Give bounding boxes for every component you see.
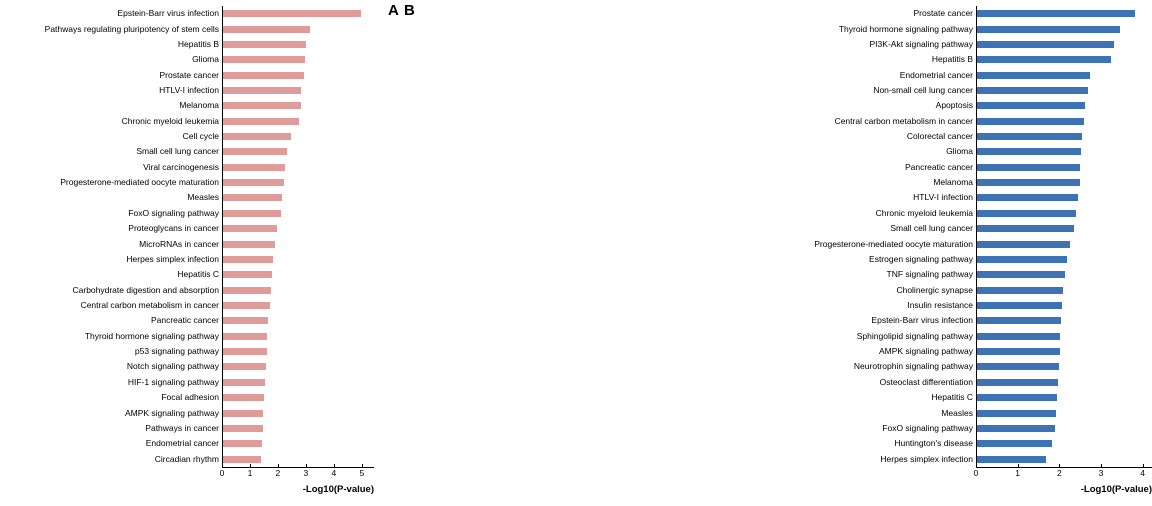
bar-category-label: Endometrial cancer	[145, 438, 219, 449]
bar	[977, 225, 1074, 232]
panel-a-plot-area	[44, 6, 374, 468]
bar	[977, 271, 1065, 278]
bar	[223, 102, 301, 109]
bar	[223, 333, 267, 340]
panel-b-bars	[814, 6, 1152, 467]
bar-category-label: Prostate cancer	[159, 69, 219, 80]
bar-category-label: HIF-1 signaling pathway	[127, 376, 219, 387]
bar-category-label: Hepatitis C	[177, 269, 219, 280]
bar-row	[869, 252, 1152, 267]
x-tick-label: 0	[973, 468, 979, 478]
x-tick-label: 3	[303, 468, 309, 478]
x-tick-label: 3	[1098, 468, 1104, 478]
bar-row	[124, 405, 374, 420]
bar-row	[134, 344, 374, 359]
bar	[977, 256, 1067, 263]
bar-category-label: Non-small cell lung cancer	[873, 84, 973, 95]
bar-category-label: Prostate cancer	[913, 8, 973, 19]
bar-row	[145, 436, 374, 451]
bar-row	[913, 190, 1152, 205]
panel-b-x-axis-label: -Log10(P-value)	[1080, 484, 1152, 495]
bar-category-label: Progesterone-mediated oocyte maturation	[60, 177, 219, 188]
bar-row	[875, 206, 1152, 221]
bar-category-label: Endometrial cancer	[899, 69, 973, 80]
bar	[977, 72, 1090, 79]
bar-row	[145, 421, 374, 436]
panel-b-letter: B	[404, 2, 415, 19]
bar-category-label: Small cell lung cancer	[890, 223, 973, 234]
bar-category-label: Circadian rhythm	[154, 453, 219, 464]
bar-category-label: Hepatitis B	[177, 38, 219, 49]
bar-row	[871, 313, 1152, 328]
bar-category-label: Proteoglycans in cancer	[128, 223, 219, 234]
bar	[223, 210, 281, 217]
bar-category-label: Pathways regulating pluripotency of stem cells	[44, 23, 219, 34]
bar-row	[127, 375, 374, 390]
bar	[977, 440, 1052, 447]
x-tick-label: 1	[247, 468, 253, 478]
bar-category-label: Herpes simplex infection	[126, 253, 219, 264]
bar	[977, 410, 1056, 417]
bar	[977, 164, 1080, 171]
bar-category-label: HTLV-I infection	[913, 192, 973, 203]
bar-category-label: Sphingolipid signaling pathway	[856, 330, 973, 341]
bar-category-label: Thyroid hormone signaling pathway	[84, 330, 219, 341]
bar	[977, 133, 1082, 140]
bar-row	[117, 6, 374, 21]
bar-row	[896, 282, 1152, 297]
bar-row	[84, 329, 374, 344]
bar-category-label: Colorectal cancer	[906, 131, 973, 142]
bar-row	[136, 144, 374, 159]
bar-category-label: Notch signaling pathway	[126, 361, 219, 372]
bar-row	[906, 129, 1152, 144]
bar-row	[931, 390, 1152, 405]
bar	[223, 410, 263, 417]
bar	[977, 194, 1078, 201]
bar-row	[187, 190, 374, 205]
bar-category-label: TNF signaling pathway	[886, 269, 973, 280]
bar-category-label: Cell cycle	[182, 131, 219, 142]
bar-row	[150, 313, 374, 328]
bar	[977, 56, 1111, 63]
bar-category-label: Cholinergic synapse	[896, 284, 973, 295]
bar-category-label: FoxO signaling pathway	[882, 422, 973, 433]
x-tick-label: 4	[1140, 468, 1146, 478]
bar	[977, 148, 1081, 155]
bar-row	[814, 236, 1152, 251]
bar-row	[890, 221, 1152, 236]
bar-row	[894, 436, 1152, 451]
bar	[977, 87, 1088, 94]
bar	[223, 363, 266, 370]
bar-category-label: Pancreatic cancer	[150, 315, 219, 326]
bar-category-label: AMPK signaling pathway	[878, 346, 973, 357]
bar-category-label: Melanoma	[179, 100, 219, 111]
bar	[223, 287, 271, 294]
bar	[977, 302, 1062, 309]
bar-row	[899, 67, 1152, 82]
x-tick-label: 1	[1015, 468, 1021, 478]
bar-category-label: MicroRNAs in cancer	[139, 238, 219, 249]
bar-row	[880, 451, 1152, 466]
bar-category-label: PI3K-Akt signaling pathway	[869, 38, 973, 49]
bar-row	[904, 160, 1152, 175]
bar-category-label: Central carbon metabolism in cancer	[834, 115, 973, 126]
bar	[223, 271, 272, 278]
bar-row	[126, 359, 374, 374]
bar-category-label: Carbohydrate digestion and absorption	[72, 284, 219, 295]
bar-row	[121, 114, 374, 129]
bar	[223, 87, 301, 94]
bar-row	[878, 344, 1152, 359]
bar-category-label: Glioma	[946, 146, 973, 157]
bar-row	[60, 175, 374, 190]
bar	[977, 241, 1070, 248]
bar	[977, 102, 1085, 109]
panel-b	[398, 0, 1152, 506]
bar	[223, 440, 262, 447]
bar	[223, 26, 310, 33]
bar	[977, 333, 1060, 340]
bar-row	[143, 160, 374, 175]
bar-category-label: Neurotrophin signaling pathway	[853, 361, 973, 372]
bar	[223, 302, 270, 309]
bar	[977, 456, 1046, 463]
bar	[977, 363, 1059, 370]
bar-category-label: Chronic myeloid leukemia	[875, 207, 973, 218]
bar-category-label: Central carbon metabolism in cancer	[80, 300, 219, 310]
bar-row	[80, 298, 374, 313]
bar-category-label: Thyroid hormone signaling pathway	[838, 23, 973, 34]
bar-row	[882, 421, 1152, 436]
bar-category-label: Viral carcinogenesis	[143, 161, 219, 172]
bar-row	[179, 98, 374, 113]
bar-category-label: Hepatitis B	[931, 54, 973, 65]
bar-row	[161, 390, 374, 405]
bar-category-label: Huntington's disease	[894, 438, 973, 449]
bar-row	[931, 52, 1152, 67]
panel-b-plot-area	[814, 6, 1152, 468]
bar	[977, 118, 1084, 125]
bar-row	[139, 236, 374, 251]
bar-row	[192, 52, 374, 67]
bar	[223, 10, 361, 17]
bar-category-label: Osteoclast differentiation	[879, 376, 973, 387]
x-tick-label: 0	[219, 468, 225, 478]
bar	[223, 456, 261, 463]
bar-row	[879, 375, 1152, 390]
panel-a-bars	[44, 6, 374, 467]
bar-category-label: Small cell lung cancer	[136, 146, 219, 157]
bar-row	[126, 252, 374, 267]
bar-row	[128, 206, 374, 221]
bar	[223, 179, 284, 186]
bar-category-label: Estrogen signaling pathway	[869, 253, 973, 264]
bar-category-label: Progesterone-mediated oocyte maturation	[814, 238, 973, 249]
bar-row	[907, 298, 1152, 313]
bar-category-label: Focal adhesion	[161, 392, 219, 403]
bar-category-label: p53 signaling pathway	[134, 346, 219, 357]
bar-category-label: AMPK signaling pathway	[124, 407, 219, 418]
bar	[977, 379, 1058, 386]
bar-category-label: Glioma	[192, 54, 219, 65]
bar	[223, 425, 263, 432]
bar-category-label: Measles	[187, 192, 219, 203]
panel-a-x-ticks	[219, 468, 374, 482]
bar-category-label: Herpes simplex infection	[880, 453, 973, 464]
panel-a-x-axis-label: -Log10(P-value)	[302, 484, 374, 495]
bar	[223, 164, 285, 171]
bar-row	[935, 98, 1152, 113]
bar	[223, 225, 277, 232]
bar-row	[946, 144, 1152, 159]
bar	[223, 118, 299, 125]
bar-row	[177, 37, 374, 52]
x-tick-label: 5	[359, 468, 365, 478]
bar	[223, 41, 306, 48]
bar-category-label: HTLV-I infection	[159, 84, 219, 95]
bar-row	[853, 359, 1152, 374]
bar	[223, 394, 264, 401]
bar	[977, 425, 1055, 432]
bar-category-label: Chronic myeloid leukemia	[121, 115, 219, 126]
bar	[977, 317, 1061, 324]
x-tick-label: 2	[1056, 468, 1062, 478]
panel-b-x-ticks	[973, 468, 1152, 482]
bar-category-label: Melanoma	[933, 177, 973, 188]
bar-row	[159, 83, 374, 98]
bar-row	[182, 129, 374, 144]
x-tick-label: 2	[275, 468, 281, 478]
bar	[977, 394, 1057, 401]
bar	[977, 179, 1080, 186]
bar-category-label: Epstein-Barr virus infection	[871, 315, 973, 326]
panel-a-letter: A	[388, 2, 399, 19]
bar-category-label: Insulin resistance	[907, 300, 973, 310]
bar	[223, 194, 282, 201]
bar	[223, 148, 287, 155]
panel-a	[0, 0, 398, 506]
bar-row	[856, 329, 1152, 344]
bar-category-label: Epstein-Barr virus infection	[117, 8, 219, 19]
bar-category-label: FoxO signaling pathway	[128, 207, 219, 218]
bar	[977, 26, 1120, 33]
bar	[223, 379, 265, 386]
bar-row	[44, 21, 374, 36]
bar	[977, 41, 1114, 48]
bar	[223, 72, 304, 79]
bar	[223, 133, 291, 140]
x-tick-label: 4	[331, 468, 337, 478]
bar	[977, 287, 1063, 294]
bar-category-label: Hepatitis C	[931, 392, 973, 403]
bar-row	[834, 114, 1152, 129]
bar-row	[72, 282, 374, 297]
bar	[223, 256, 273, 263]
bar	[223, 241, 275, 248]
bar-row	[128, 221, 374, 236]
bar-category-label: Pathways in cancer	[145, 422, 219, 433]
bar-row	[838, 21, 1152, 36]
bar-row	[159, 67, 374, 82]
bar-row	[941, 405, 1152, 420]
bar-row	[933, 175, 1152, 190]
bar	[977, 10, 1135, 17]
bar-category-label: Pancreatic cancer	[904, 161, 973, 172]
bar-category-label: Measles	[941, 407, 973, 418]
bar	[223, 56, 305, 63]
bar	[977, 348, 1060, 355]
bar	[977, 210, 1076, 217]
bar-row	[177, 267, 374, 282]
bar-category-label: Apoptosis	[935, 100, 973, 111]
bar-row	[873, 83, 1152, 98]
bar	[223, 348, 267, 355]
bar-row	[886, 267, 1152, 282]
bar-row	[913, 6, 1152, 21]
bar-row	[154, 451, 374, 466]
bar-row	[869, 37, 1152, 52]
bar	[223, 317, 268, 324]
